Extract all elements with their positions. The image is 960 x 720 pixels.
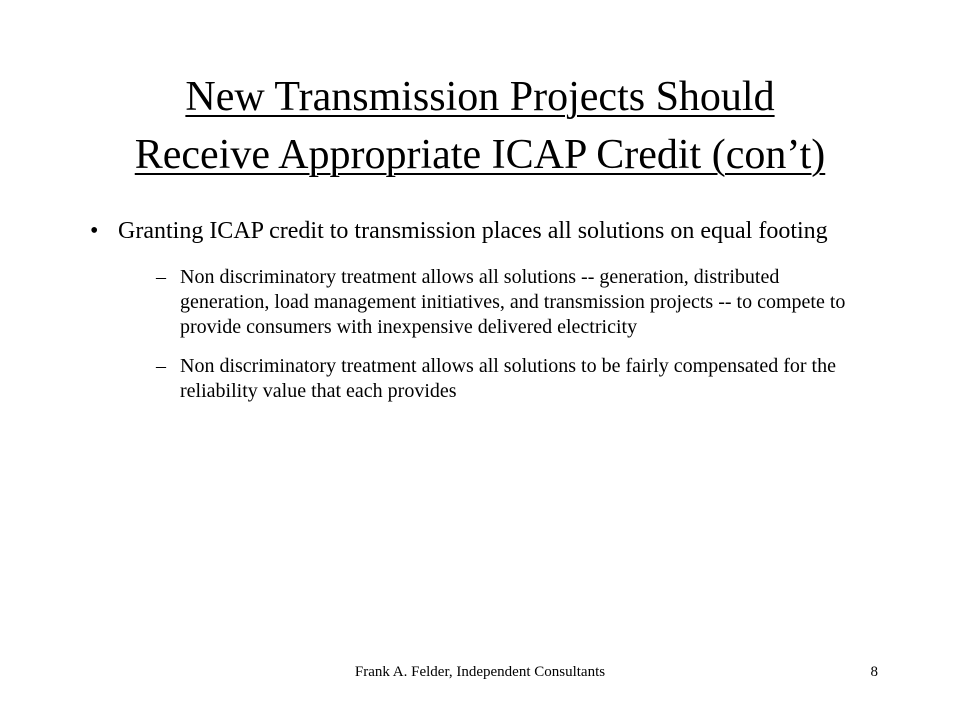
title-line-1: New Transmission Projects Should — [185, 74, 775, 120]
sub-bullet-item — [156, 354, 846, 404]
bullet-item — [90, 216, 870, 247]
title-line-2: Receive Appropriate ICAP Credit (con’t) — [134, 132, 826, 178]
sub-bullet-item — [156, 265, 846, 340]
bullet-dot-icon: • — [90, 218, 99, 244]
dash-icon: – — [156, 355, 166, 377]
dash-icon: – — [156, 266, 166, 288]
sub-bullet-text: Non discriminatory treatment allows all solutions -- generation, distributed generation, load management initiatives, and transmission projects -- to compete to provide consumers with inexpensive delivered electricity — [180, 266, 846, 338]
slide-footer: Frank A. Felder, Independent Consultants — [354, 664, 606, 680]
slide-title — [60, 68, 900, 184]
slide-body — [90, 216, 870, 404]
page-number: 8 — [870, 664, 878, 680]
bullet-text: Granting ICAP credit to transmission places all solutions on equal footing — [118, 218, 828, 244]
sub-bullet-text: Non discriminatory treatment allows all solutions to be fairly compensated for the reliability value that each provides — [180, 355, 836, 402]
